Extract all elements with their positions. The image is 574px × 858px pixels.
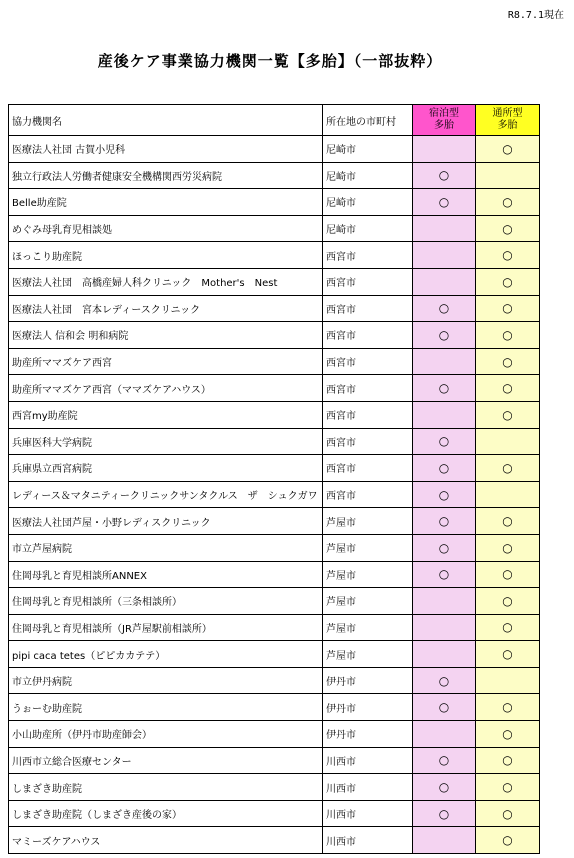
overnight-mark-cell	[413, 641, 476, 668]
daytime-mark-cell	[476, 136, 540, 163]
availability-mark: ○	[502, 833, 513, 848]
municipality-cell: 伊丹市	[323, 667, 413, 694]
table-row	[9, 614, 540, 641]
table-row	[9, 588, 540, 615]
table-row	[9, 534, 540, 561]
institution-name-cell: 市立芦屋病院	[9, 534, 323, 561]
availability-mark: ○	[502, 274, 513, 289]
availability-mark: ○	[502, 460, 513, 475]
availability-mark: ○	[438, 301, 450, 316]
availability-mark: ○	[438, 780, 450, 795]
availability-mark: ○	[502, 806, 513, 821]
overnight-mark-cell	[413, 215, 476, 242]
availability-mark: ○	[438, 567, 450, 582]
overnight-mark-cell	[413, 534, 476, 561]
availability-mark: ○	[502, 620, 513, 635]
municipality-cell: 尼崎市	[323, 215, 413, 242]
availability-mark: ○	[438, 381, 450, 396]
municipality-cell: 西宮市	[323, 322, 413, 349]
availability-mark: ○	[502, 700, 513, 715]
overnight-mark-cell	[413, 136, 476, 163]
institution-name-cell: 助産所ママズケア西宮（ママズケアハウス）	[9, 375, 323, 402]
availability-mark: ○	[438, 194, 450, 209]
table-header-row	[9, 105, 540, 136]
table-row	[9, 348, 540, 375]
availability-mark: ○	[438, 487, 450, 502]
overnight-mark-cell	[413, 401, 476, 428]
table-row	[9, 774, 540, 801]
daytime-mark-cell	[476, 721, 540, 748]
as-of-date: R8.7.1現在	[507, 10, 564, 21]
partner-institution-table	[8, 104, 540, 854]
overnight-mark-cell	[413, 774, 476, 801]
table-row	[9, 268, 540, 295]
institution-name-cell: うぉーむ助産院	[9, 694, 323, 721]
institution-name-cell: めぐみ母乳育児相談処	[9, 215, 323, 242]
overnight-mark-cell	[413, 189, 476, 216]
overnight-mark-cell	[413, 162, 476, 189]
overnight-mark-cell	[413, 348, 476, 375]
municipality-cell: 西宮市	[323, 375, 413, 402]
institution-name-cell: 医療法人社団芦屋・小野レディスクリニック	[9, 508, 323, 535]
page-title: 産後ケア事業協力機関一覧【多胎】（一部抜粋）	[97, 52, 443, 70]
overnight-mark-cell	[413, 508, 476, 535]
institution-name-cell: しまざき助産院	[9, 774, 323, 801]
overnight-mark-cell	[413, 721, 476, 748]
availability-mark: ○	[438, 434, 450, 449]
table-row	[9, 401, 540, 428]
table-row	[9, 481, 540, 508]
availability-mark: ○	[502, 514, 513, 529]
daytime-mark-cell	[476, 295, 540, 322]
daytime-mark-cell	[476, 827, 540, 854]
table-row	[9, 827, 540, 854]
municipality-cell: 西宮市	[323, 481, 413, 508]
municipality-cell: 川西市	[323, 774, 413, 801]
institution-name-cell: マミーズケアハウス	[9, 827, 323, 854]
institution-name-cell: 兵庫医科大学病院	[9, 428, 323, 455]
institution-name-cell: ほっこり助産院	[9, 242, 323, 269]
daytime-mark-cell	[476, 508, 540, 535]
municipality-cell: 芦屋市	[323, 614, 413, 641]
institution-name-cell: 市立伊丹病院	[9, 667, 323, 694]
institution-name-cell: 川西市立総合医療センター	[9, 747, 323, 774]
table-row	[9, 295, 540, 322]
daytime-mark-cell	[476, 348, 540, 375]
overnight-mark-cell	[413, 694, 476, 721]
header-daytime-multiple: 通所型 多胎	[476, 105, 540, 136]
table-row	[9, 136, 540, 163]
daytime-mark-cell	[476, 215, 540, 242]
availability-mark: ○	[502, 194, 513, 209]
daytime-mark-cell	[476, 242, 540, 269]
availability-mark: ○	[438, 327, 450, 342]
municipality-cell: 尼崎市	[323, 162, 413, 189]
table-row	[9, 375, 540, 402]
daytime-mark-cell	[476, 455, 540, 482]
availability-mark: ○	[438, 460, 450, 475]
daytime-mark-cell	[476, 588, 540, 615]
availability-mark: ○	[502, 381, 513, 396]
availability-mark: ○	[502, 593, 513, 608]
institution-name-cell: 住岡母乳と育児相談所ANNEX	[9, 561, 323, 588]
header-municipality: 所在地の市町村	[323, 105, 413, 136]
institution-name-cell: 医療法人社団 宮本レディースクリニック	[9, 295, 323, 322]
table-row	[9, 721, 540, 748]
daytime-mark-cell	[476, 322, 540, 349]
overnight-mark-cell	[413, 667, 476, 694]
municipality-cell: 西宮市	[323, 455, 413, 482]
table-row	[9, 800, 540, 827]
daytime-mark-cell	[476, 428, 540, 455]
table-row	[9, 561, 540, 588]
table-row	[9, 667, 540, 694]
municipality-cell: 西宮市	[323, 242, 413, 269]
daytime-mark-cell	[476, 774, 540, 801]
availability-mark: ○	[502, 726, 513, 741]
municipality-cell: 芦屋市	[323, 508, 413, 535]
availability-mark: ○	[438, 700, 450, 715]
municipality-cell: 尼崎市	[323, 136, 413, 163]
table-row	[9, 747, 540, 774]
daytime-mark-cell	[476, 614, 540, 641]
availability-mark: ○	[438, 540, 450, 555]
municipality-cell: 西宮市	[323, 401, 413, 428]
overnight-mark-cell	[413, 481, 476, 508]
overnight-mark-cell	[413, 561, 476, 588]
daytime-mark-cell	[476, 481, 540, 508]
municipality-cell: 西宮市	[323, 268, 413, 295]
daytime-mark-cell	[476, 375, 540, 402]
municipality-cell: 西宮市	[323, 428, 413, 455]
municipality-cell: 西宮市	[323, 295, 413, 322]
header-institution-name: 協力機関名	[9, 105, 323, 136]
municipality-cell: 川西市	[323, 800, 413, 827]
institution-name-cell: 西宮my助産院	[9, 401, 323, 428]
availability-mark: ○	[502, 248, 513, 263]
municipality-cell: 伊丹市	[323, 694, 413, 721]
availability-mark: ○	[502, 354, 513, 369]
overnight-mark-cell	[413, 800, 476, 827]
overnight-mark-cell	[413, 588, 476, 615]
table-row	[9, 162, 540, 189]
municipality-cell: 伊丹市	[323, 721, 413, 748]
table-row	[9, 508, 540, 535]
table-row	[9, 215, 540, 242]
table-row	[9, 694, 540, 721]
table-row	[9, 322, 540, 349]
availability-mark: ○	[438, 168, 450, 183]
municipality-cell: 芦屋市	[323, 534, 413, 561]
daytime-mark-cell	[476, 534, 540, 561]
institution-name-cell: Belle助産院	[9, 189, 323, 216]
institution-name-cell: pipi caca tetes（ピピカカテテ）	[9, 641, 323, 668]
daytime-mark-cell	[476, 189, 540, 216]
institution-name-cell: 兵庫県立西宮病院	[9, 455, 323, 482]
availability-mark: ○	[438, 806, 450, 821]
institution-name-cell: 小山助産所（伊丹市助産師会）	[9, 721, 323, 748]
municipality-cell: 芦屋市	[323, 588, 413, 615]
overnight-mark-cell	[413, 242, 476, 269]
institution-name-cell: 住岡母乳と育児相談所（JR芦屋駅前相談所）	[9, 614, 323, 641]
availability-mark: ○	[502, 780, 513, 795]
institution-name-cell: 独立行政法人労働者健康安全機構関西労災病院	[9, 162, 323, 189]
institution-name-cell: 医療法人 信和会 明和病院	[9, 322, 323, 349]
overnight-mark-cell	[413, 375, 476, 402]
table-row	[9, 242, 540, 269]
municipality-cell: 尼崎市	[323, 189, 413, 216]
availability-mark: ○	[502, 327, 513, 342]
availability-mark: ○	[502, 753, 513, 768]
table-row	[9, 428, 540, 455]
overnight-mark-cell	[413, 428, 476, 455]
availability-mark: ○	[502, 567, 513, 582]
municipality-cell: 川西市	[323, 827, 413, 854]
institution-name-cell: 医療法人社団 高橋産婦人科クリニック Mother's Nest	[9, 268, 323, 295]
daytime-mark-cell	[476, 641, 540, 668]
availability-mark: ○	[438, 514, 450, 529]
overnight-mark-cell	[413, 455, 476, 482]
institution-name-cell: レディース＆マタニティークリニックサンタクルス ザ シュクガワ	[9, 481, 323, 508]
daytime-mark-cell	[476, 162, 540, 189]
overnight-mark-cell	[413, 268, 476, 295]
daytime-mark-cell	[476, 667, 540, 694]
daytime-mark-cell	[476, 561, 540, 588]
overnight-mark-cell	[413, 747, 476, 774]
availability-mark: ○	[502, 141, 513, 156]
municipality-cell: 芦屋市	[323, 641, 413, 668]
institution-name-cell: しまざき助産院（しまざき産後の家）	[9, 800, 323, 827]
availability-mark: ○	[502, 407, 513, 422]
overnight-mark-cell	[413, 827, 476, 854]
overnight-mark-cell	[413, 322, 476, 349]
table-row	[9, 189, 540, 216]
availability-mark: ○	[502, 301, 513, 316]
availability-mark: ○	[438, 753, 450, 768]
municipality-cell: 芦屋市	[323, 561, 413, 588]
table-row	[9, 641, 540, 668]
daytime-mark-cell	[476, 401, 540, 428]
overnight-mark-cell	[413, 295, 476, 322]
availability-mark: ○	[438, 673, 450, 688]
daytime-mark-cell	[476, 694, 540, 721]
header-overnight-multiple: 宿泊型 多胎	[413, 105, 476, 136]
institution-name-cell: 助産所ママズケア西宮	[9, 348, 323, 375]
overnight-mark-cell	[413, 614, 476, 641]
availability-mark: ○	[502, 540, 513, 555]
daytime-mark-cell	[476, 800, 540, 827]
institution-name-cell: 医療法人社団 古賀小児科	[9, 136, 323, 163]
municipality-cell: 川西市	[323, 747, 413, 774]
daytime-mark-cell	[476, 268, 540, 295]
availability-mark: ○	[502, 221, 513, 236]
table-row	[9, 455, 540, 482]
daytime-mark-cell	[476, 747, 540, 774]
municipality-cell: 西宮市	[323, 348, 413, 375]
institution-name-cell: 住岡母乳と育児相談所（三条相談所）	[9, 588, 323, 615]
availability-mark: ○	[502, 647, 513, 662]
